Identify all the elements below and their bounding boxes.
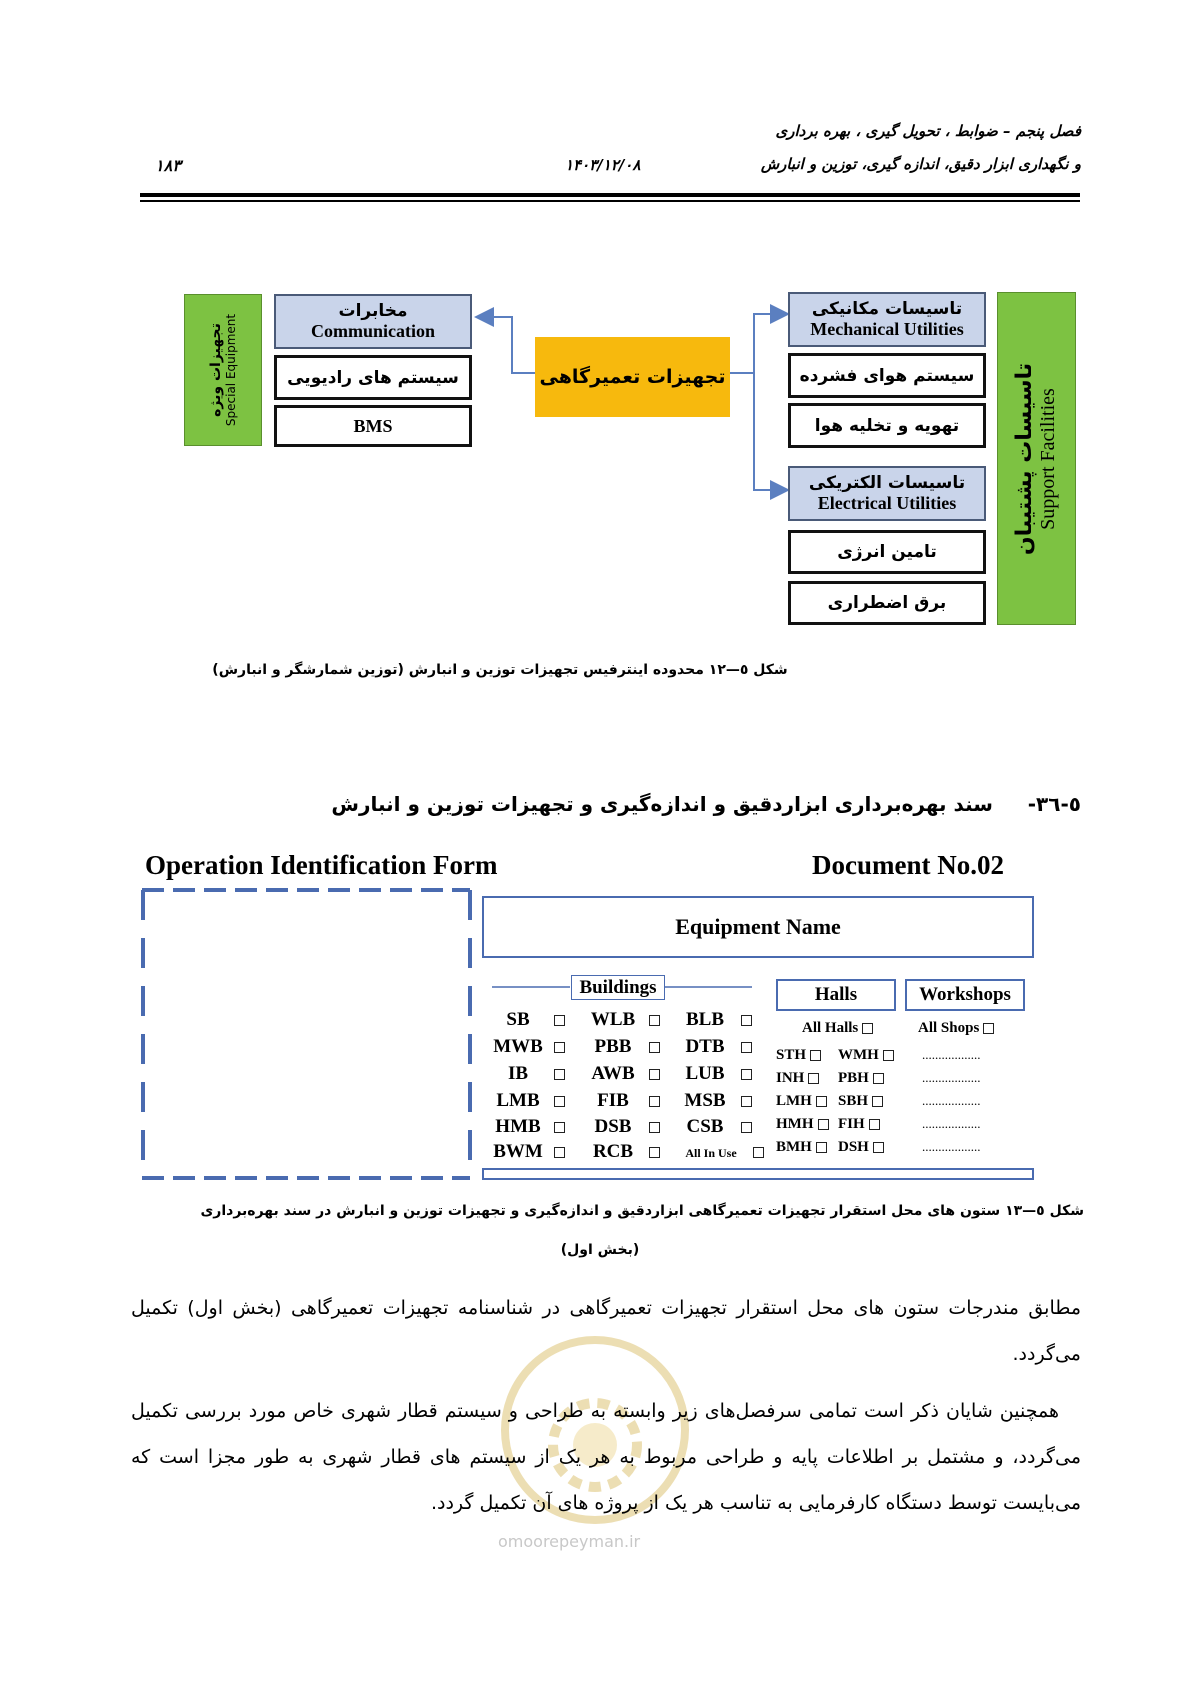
figure-caption-13: شکل ٥—١٣ ستون های محل استقرار تجهیزات تعمیرگاهی ابزاردقیق و اندازه‌گیری و تجهیزات توزین و انبارش در سند بهره‌برداری: [200, 1203, 1084, 1219]
building-option[interactable]: [675, 1009, 752, 1031]
hall-code: WMH: [838, 1047, 879, 1063]
all-halls-option[interactable]: [802, 1020, 873, 1037]
document-number: Document No.02: [812, 850, 1004, 880]
building-checkbox[interactable]: [741, 1042, 752, 1053]
buildings-label: Buildings: [579, 976, 657, 998]
building-checkbox[interactable]: [554, 1147, 565, 1158]
hall-checkbox[interactable]: [872, 1096, 883, 1107]
workshop-equipment-label: تجهیزات تعمیرگاهی: [539, 366, 726, 388]
hall-option[interactable]: [776, 1070, 819, 1087]
watermark-text: omoorepeyman.ir: [498, 1532, 641, 1551]
building-checkbox[interactable]: [554, 1096, 565, 1107]
electrical-fa: تاسیسات الکتریکی: [808, 473, 966, 493]
building-option[interactable]: [488, 1036, 565, 1058]
header-date: ۱۴۰۳/۱۲/۰۸: [565, 156, 641, 174]
communication-fa: مخابرات: [338, 301, 408, 321]
compressed-air-label: سیستم هوای فشرده: [799, 365, 975, 386]
ventilation-label: تهویه و تخلیه هوا: [814, 415, 960, 436]
hall-option[interactable]: [776, 1093, 827, 1110]
building-option[interactable]: [488, 1090, 565, 1112]
building-checkbox[interactable]: [554, 1015, 565, 1026]
buildings-header: [571, 975, 665, 1000]
chapter-title-line2: و نگهداری ابزار دقیق، اندازه گیری، توزین و انبارش: [760, 155, 1081, 173]
building-checkbox[interactable]: [649, 1042, 660, 1053]
form-title: Operation Identification Form: [145, 850, 498, 880]
building-code: IB: [507, 1063, 529, 1084]
workshop-blank-line[interactable]: ..................: [922, 1139, 981, 1154]
building-code: LUB: [685, 1063, 725, 1084]
hall-checkbox[interactable]: [869, 1119, 880, 1130]
hall-code: PBH: [838, 1070, 869, 1086]
building-code: DSB: [594, 1116, 632, 1137]
power-supply-label: تامین انرژی: [837, 542, 937, 562]
building-checkbox[interactable]: [649, 1069, 660, 1080]
chapter-title-line1: فصل پنجم – ضوابط ، تحویل گیری ، بهره برداری: [775, 122, 1081, 140]
paragraph-1: مطابق مندرجات ستون های محل استقرار تجهیزات تعمیرگاهی در شناسنامه تجهیزات تعمیرگاهی (بخش اول) تکمیل می‌گردد.: [131, 1297, 1081, 1365]
workshops-header: [905, 979, 1025, 1011]
equipment-name-label: Equipment Name: [675, 914, 841, 939]
building-code: CSB: [686, 1116, 724, 1137]
equipment-name-box[interactable]: [482, 896, 1034, 958]
building-code: BWM: [493, 1141, 543, 1162]
hall-option[interactable]: [838, 1139, 884, 1156]
building-code: MSB: [684, 1090, 726, 1111]
section-heading: ٥-٣٦- سند بهره‌برداری ابزاردقیق و اندازه‌گیری و تجهیزات توزین و انبارش: [331, 792, 1081, 816]
all-shops-checkbox[interactable]: [983, 1023, 994, 1034]
figure-caption-12: شکل ٥—١٢ محدوده اینترفیس تجهیزات توزین و انبارش (توزین شمارشگر و انبارش): [212, 662, 788, 678]
hall-option[interactable]: [776, 1139, 827, 1156]
building-code: FIB: [597, 1090, 629, 1111]
hall-code: HMH: [776, 1116, 814, 1132]
all-halls-checkbox[interactable]: [862, 1023, 873, 1034]
building-code: All In Use: [685, 1146, 737, 1160]
mechanical-en: Mechanical Utilities: [810, 319, 964, 339]
building-option[interactable]: [675, 1141, 764, 1163]
hall-code: BMH: [776, 1139, 812, 1155]
building-checkbox[interactable]: [554, 1042, 565, 1053]
building-code: DTB: [685, 1036, 725, 1057]
building-option[interactable]: [675, 1036, 752, 1058]
building-option[interactable]: [583, 1116, 660, 1138]
hall-option[interactable]: [776, 1047, 821, 1064]
halls-header: [776, 979, 896, 1011]
building-code: WLB: [590, 1009, 636, 1030]
hall-option[interactable]: [838, 1070, 884, 1087]
all-shops-option[interactable]: [918, 1020, 994, 1037]
hall-checkbox[interactable]: [808, 1073, 819, 1084]
building-checkbox[interactable]: [554, 1122, 565, 1133]
building-checkbox[interactable]: [741, 1069, 752, 1080]
workshop-blank-line[interactable]: ..................: [922, 1093, 981, 1108]
building-checkbox[interactable]: [753, 1147, 764, 1158]
special-equipment-fa: تجهیزات ویژه: [208, 323, 225, 417]
all-halls-label: All Halls: [802, 1020, 859, 1036]
workshops-label: Workshops: [919, 984, 1011, 1005]
hall-checkbox[interactable]: [816, 1142, 827, 1153]
workshop-blank-line[interactable]: ..................: [922, 1070, 981, 1085]
form-bottom-bar: [482, 1168, 1034, 1180]
building-option[interactable]: [675, 1116, 752, 1138]
electrical-en: Electrical Utilities: [817, 493, 957, 513]
building-option[interactable]: [488, 1116, 565, 1138]
building-code: PBB: [594, 1036, 632, 1057]
building-option[interactable]: [583, 1090, 660, 1112]
building-option[interactable]: [583, 1063, 660, 1085]
all-shops-label: All Shops: [918, 1020, 980, 1036]
radio-system-label: سیستم های رادیویی: [287, 367, 459, 388]
building-code: MWB: [493, 1036, 543, 1057]
bms-label: BMS: [353, 415, 393, 436]
communication-en: Communication: [310, 321, 435, 341]
support-facilities-en: Support Facilities: [1037, 387, 1060, 530]
hall-code: STH: [776, 1047, 807, 1063]
building-option[interactable]: [488, 1009, 565, 1031]
building-option[interactable]: [675, 1063, 752, 1085]
building-checkbox[interactable]: [741, 1096, 752, 1107]
hall-checkbox[interactable]: [810, 1050, 821, 1061]
building-option[interactable]: [583, 1141, 660, 1163]
mechanical-fa: تاسیسات مکانیکی: [811, 299, 963, 319]
building-option[interactable]: [583, 1009, 660, 1031]
building-option[interactable]: [675, 1090, 752, 1112]
hall-checkbox[interactable]: [883, 1050, 894, 1061]
building-checkbox[interactable]: [649, 1122, 660, 1133]
paragraph-2: همچنین شایان ذکر است تمامی سرفصل‌های زیر وابسته به طراحی و سیستم قطار شهری خاص مورد بررسی تکمیل می‌گردد، و مشتمل بر اطلاعات پایه و طراحی مربوط به هر یک از سیستم های قطار شهری به طور مجزا است که می‌بایست توسط دستگاه کارفرمایی به تناسب هر یک از پروژه های آن تکمیل گردد.: [131, 1400, 1081, 1514]
hall-checkbox[interactable]: [816, 1096, 827, 1107]
building-code: RCB: [592, 1141, 634, 1162]
hall-checkbox[interactable]: [818, 1119, 829, 1130]
building-checkbox[interactable]: [649, 1147, 660, 1158]
building-checkbox[interactable]: [741, 1122, 752, 1133]
hall-checkbox[interactable]: [873, 1073, 884, 1084]
hall-option[interactable]: [838, 1047, 894, 1064]
building-checkbox[interactable]: [649, 1096, 660, 1107]
page-number: ۱۸۳: [155, 156, 181, 175]
figure-caption-13-part: (بخش اول): [560, 1242, 640, 1258]
building-checkbox[interactable]: [649, 1015, 660, 1026]
hall-code: FIH: [838, 1116, 865, 1132]
halls-label: Halls: [814, 984, 858, 1005]
building-checkbox[interactable]: [554, 1069, 565, 1080]
building-option[interactable]: [488, 1141, 565, 1163]
emergency-power-label: برق اضطراری: [827, 593, 947, 613]
hall-option[interactable]: [838, 1116, 880, 1133]
building-option[interactable]: [488, 1063, 565, 1085]
building-code: BLB: [685, 1009, 725, 1030]
hall-code: LMH: [776, 1093, 812, 1109]
building-checkbox[interactable]: [741, 1015, 752, 1026]
hall-code: INH: [776, 1070, 805, 1086]
hall-code: DSH: [838, 1139, 869, 1155]
workshop-blank-line[interactable]: ..................: [922, 1116, 981, 1131]
hall-code: SBH: [838, 1093, 869, 1109]
building-code: AWB: [591, 1063, 635, 1084]
building-code: SB: [506, 1009, 530, 1030]
support-facilities-fa: تاسیسات پشتیبان: [1012, 362, 1038, 555]
building-code: HMB: [495, 1116, 541, 1137]
building-option[interactable]: [583, 1036, 660, 1058]
building-code: LMB: [496, 1090, 540, 1111]
workshop-blank-line[interactable]: ..................: [922, 1047, 981, 1062]
hall-option[interactable]: [776, 1116, 829, 1133]
hall-checkbox[interactable]: [873, 1142, 884, 1153]
special-equipment-en: Special Equipment: [224, 313, 239, 427]
hall-option[interactable]: [838, 1093, 883, 1110]
